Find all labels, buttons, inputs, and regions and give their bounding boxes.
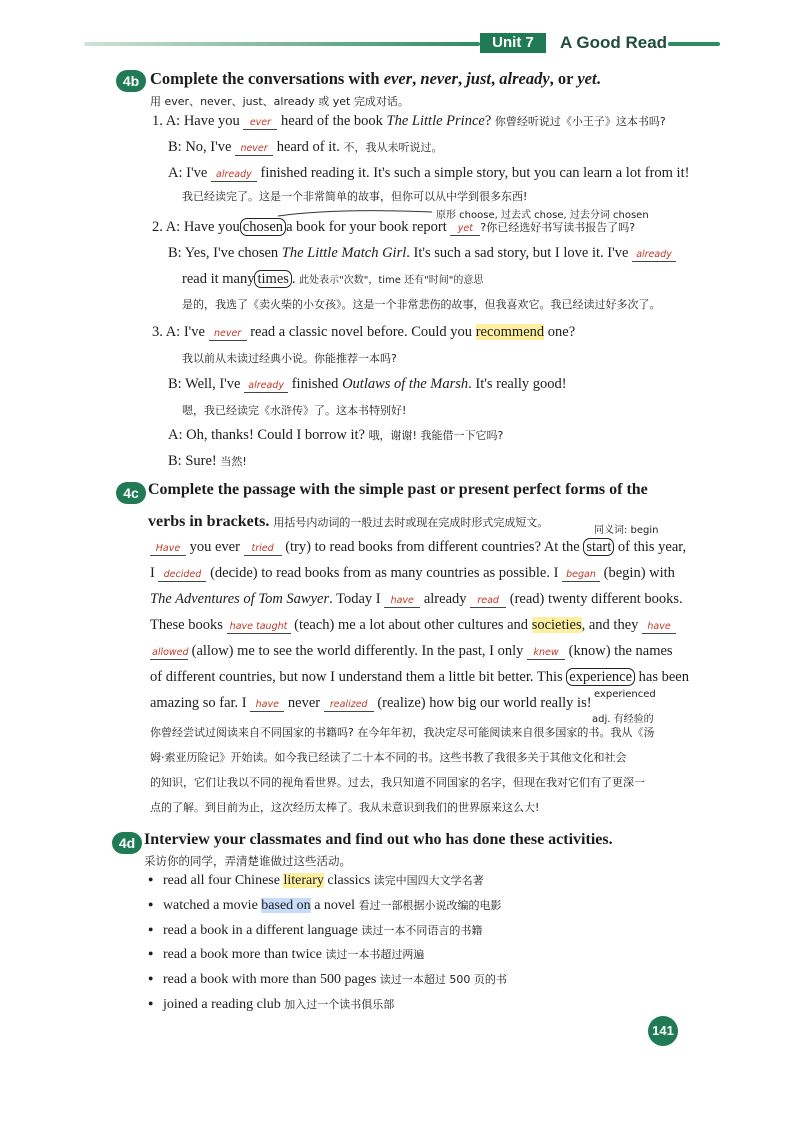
q2-line-a: 2. A: Have you chosen a book for your book report yet ?你已经选好书写读书报告了吗? (152, 219, 636, 235)
answer-blank[interactable]: have (250, 699, 284, 712)
q3-translation-a: 我以前从未读过经典小说。你能推荐一本吗? (182, 352, 397, 365)
note-experienced: experienced (594, 689, 656, 700)
answer-blank[interactable]: tried (244, 543, 282, 556)
circled-word: experience (566, 668, 635, 686)
section-4b-instruction-cn: 用 ever、never、just、already 或 yet 完成对话。 (150, 95, 409, 108)
passage-line-4: These books have taught (teach) me a lot about other cultures and societies, and they have (150, 617, 676, 634)
q2-annotation-note: 原形 choose, 过去式 chose, 过去分词 chosen (436, 210, 649, 221)
answer-blank[interactable]: realized (324, 699, 374, 712)
answer-blank[interactable]: yet (450, 223, 480, 236)
note-synonym-begin: 同义词: begin (594, 525, 659, 536)
answer-blank[interactable]: never (235, 143, 273, 156)
section-badge-4b: 4b (116, 70, 146, 92)
passage-translation-1: 你曾经尝试过阅读来自不同国家的书籍吗? 在今年年初，我决定尽可能阅读来自很多国家的书。我从《汤 (150, 726, 655, 739)
header-rule-right (668, 42, 720, 46)
q1-line-a2: A: I've already finished reading it. It's such a simple story, but you can learn a lot from it! (168, 165, 690, 181)
list-item: ● joined a reading club 加入过一个读书俱乐部 (148, 996, 394, 1013)
passage-translation-2: 姆·索亚历险记》开始读。如今我已经读了二十本不同的书。这些书教了我很多关于其他文化和社会 (150, 751, 627, 764)
list-item: ● read a book with more than 500 pages 读过一本超过 500 页的书 (148, 971, 507, 988)
q3-line-a2: A: Oh, thanks! Could I borrow it? 哦，谢谢! 我能借一下它吗? (168, 427, 504, 443)
section-4c-title-line2: verbs in brackets. 用括号内动词的一般过去时或现在完成时形式完成短文。 (148, 513, 549, 530)
q3-line-b: B: Well, I've already finished Outlaws of the Marsh. It's really good! (168, 376, 567, 392)
passage-translation-4: 点的了解。到目前为止，这次经历太棒了。我从未意识到我们的世界原来这么大! (150, 801, 540, 814)
q1-line-a: 1. A: Have you ever heard of the book The Little Prince? 你曾经听说过《小王子》这本书吗? (152, 113, 666, 129)
q2-line-b: B: Yes, I've chosen The Little Match Girl. It's such a sad story, but I love it. I've already (168, 245, 676, 262)
answer-blank[interactable]: knew (527, 647, 565, 660)
q3-line-a: 3. A: I've never read a classic novel before. Could you recommend one? (152, 324, 576, 340)
header-unit-tab: Unit 7 (480, 33, 546, 53)
q1-line-b: B: No, I've never heard of it. 不，我从未听说过。 (168, 139, 443, 155)
highlighted-word: based on (261, 898, 311, 913)
answer-blank[interactable]: already (244, 380, 288, 393)
list-item: ● read all four Chinese literary classics 读完中国四大文学名著 (148, 872, 484, 889)
answer-blank[interactable]: decided (158, 569, 206, 582)
passage-translation-3: 的知识，它们让我以不同的视角看世界。过去，我只知道不同国家的名字，但现在我对它们有了更深一 (150, 776, 645, 789)
list-item: ● read a book in a different language 读过一本不同语言的书籍 (148, 922, 482, 939)
header-rule-left (84, 42, 480, 46)
answer-blank[interactable]: have taught (227, 621, 291, 634)
q2-line-b2: read it many times . 此处表示"次数"，time 还有"时间"的意思 (182, 271, 484, 287)
highlighted-word: recommend (475, 324, 545, 340)
highlighted-word: literary (283, 873, 324, 888)
answer-blank[interactable]: already (632, 249, 676, 262)
q3-translation-b: 嗯，我已经读完《水浒传》了。这本书特别好! (182, 404, 407, 417)
circled-word: times (254, 270, 291, 288)
section-badge-4d: 4d (112, 832, 142, 854)
highlighted-word: societies (531, 617, 582, 633)
q1-translation: 我已经读完了。这是一个非常简单的故事，但你可以从中学到很多东西! (182, 190, 528, 203)
section-4d-instruction-cn: 采访你的同学，弄清楚谁做过这些活动。 (144, 854, 351, 868)
answer-blank[interactable]: allowed (152, 647, 189, 658)
answer-blank[interactable]: began (562, 569, 600, 582)
answer-blank[interactable]: Have (150, 543, 186, 556)
section-badge-4c: 4c (116, 482, 146, 504)
passage-line-6: of different countries, but now I understand them a little bit better. This experience has been (150, 669, 689, 685)
section-4c-title: Complete the passage with the simple past or present perfect forms of the (148, 481, 648, 498)
answer-blank[interactable]: read (470, 595, 506, 608)
circled-word: chosen (240, 218, 286, 236)
page-number: 141 (648, 1016, 678, 1046)
answer-blank[interactable]: have (384, 595, 420, 608)
section-4b-title: Complete the conversations with ever, never, just, already, or yet. (150, 69, 601, 88)
q2-annotation-arrow (276, 206, 436, 218)
passage-line-2: I decided (decide) to read books from as many countries as possible. I began (begin) with (150, 565, 675, 581)
passage-line-3: The Adventures of Tom Sawyer. Today I have already read (read) twenty different books. (150, 591, 683, 607)
q3-line-b2: B: Sure! 当然! (168, 453, 247, 469)
passage-line-1: Have you ever tried (try) to read books from different countries? At the start of this year, (150, 539, 686, 556)
list-item: ● watched a movie based on a novel 看过一部根据小说改编的电影 (148, 897, 502, 914)
list-item: ● read a book more than twice 读过一本书超过两遍 (148, 946, 424, 963)
passage-line-5: allowed (allow) me to see the world differently. In the past, I only knew (know) the names (152, 643, 673, 659)
answer-blank[interactable]: never (209, 328, 247, 341)
answer-blank[interactable]: ever (243, 117, 277, 130)
note-adj-experienced: adj. 有经验的 (592, 714, 654, 725)
section-4d-title: Interview your classmates and find out who has done these activities. (144, 831, 613, 848)
passage-line-7: amazing so far. I have never realized (realize) how big our world really is! (150, 695, 592, 711)
answer-blank[interactable]: already (211, 169, 257, 182)
q2-translation: 是的，我选了《卖火柴的小女孩》。这是一个非常悲伤的故事，但我喜欢它。我已经读过好多次了。 (182, 298, 661, 311)
header-title: A Good Read (560, 33, 668, 52)
circled-word: start (583, 538, 614, 556)
answer-blank[interactable]: have (642, 621, 676, 634)
